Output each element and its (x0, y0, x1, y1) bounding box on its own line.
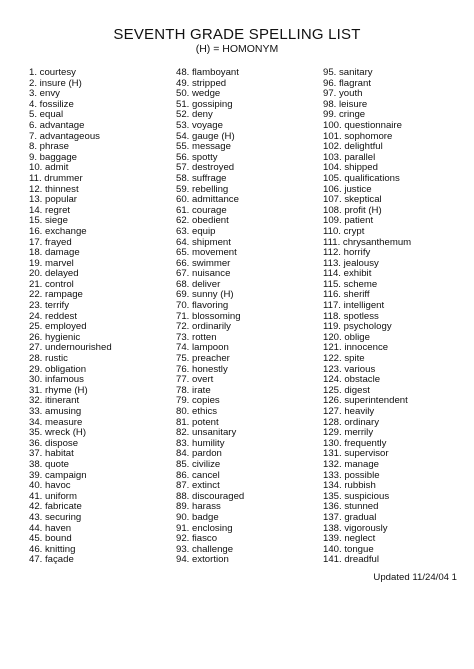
spelling-word: 112. horrify (323, 247, 371, 259)
spelling-word: 21. control (29, 278, 74, 290)
spelling-word: 7. advantageous (29, 130, 100, 142)
spelling-word: 102. delightful (323, 141, 383, 153)
spelling-word: 18. damage (29, 247, 80, 259)
spelling-word: 127. heavily (323, 406, 375, 417)
spelling-word: 120. oblige (323, 331, 370, 343)
spelling-word: 126. superintendent (323, 395, 408, 407)
spelling-word: 111. chrysanthemum (323, 236, 412, 248)
spelling-word: 79. copies (176, 395, 220, 407)
spelling-word: 75. preacher (176, 353, 230, 365)
spelling-word: 117. intelligent (323, 300, 385, 312)
spelling-word: 11. drummer (29, 172, 83, 184)
spelling-word: 76. honestly (176, 363, 228, 375)
spelling-word: 44. haven (29, 522, 72, 534)
spelling-word: 133. possible (323, 469, 380, 481)
spelling-word: 84. pardon (176, 448, 222, 460)
spelling-word: 45. bound (29, 533, 72, 545)
spelling-word: 136. stunned (323, 501, 379, 513)
spelling-word: 118. spotless (323, 310, 379, 322)
word-column-1 (29, 68, 112, 566)
homonym-legend: (H) = HOMONYM (195, 43, 279, 55)
spelling-word: 67. nuisance (176, 268, 231, 280)
spelling-word: 88. discouraged (176, 490, 245, 502)
spelling-word: 33. amusing (29, 406, 82, 417)
spelling-word: 131. supervisor (323, 448, 389, 460)
spelling-word: 20. delayed (29, 268, 79, 280)
spelling-word: 17. frayed (29, 236, 72, 248)
spelling-word: 98. leisure (323, 98, 368, 110)
spelling-word: 9. baggage (29, 151, 78, 163)
spelling-word: 95. sanitary (323, 67, 373, 78)
spelling-word: 5. equal (29, 109, 64, 121)
spelling-word: 71. blossoming (176, 310, 241, 322)
spelling-word: 28. rustic (29, 353, 68, 365)
spelling-word: 68. deliver (176, 278, 221, 290)
spelling-word: 15. siege (29, 215, 68, 227)
spelling-word: 138. vigorously (323, 522, 388, 534)
spelling-word: 52. deny (176, 109, 213, 121)
spelling-word: 103. parallel (323, 151, 376, 163)
spelling-word: 63. equip (176, 225, 216, 237)
spelling-word: 25. employed (29, 321, 87, 333)
spelling-word: 60. admittance (176, 194, 239, 206)
spelling-word: 43. securing (29, 511, 82, 523)
spelling-word: 27. undernourished (29, 342, 112, 354)
spelling-word: 35. wreck (H) (29, 427, 87, 439)
spelling-word: 128. ordinary (323, 416, 379, 428)
spelling-word: 32. itinerant (29, 395, 80, 407)
spelling-word: 31. rhyme (H) (29, 384, 88, 396)
spelling-word: 47. façade (29, 554, 74, 566)
spelling-word: 137. gradual (323, 511, 377, 523)
spelling-word: 80. ethics (176, 406, 218, 417)
spelling-word: 16. exchange (29, 225, 87, 237)
spelling-word: 113. jealousy (323, 257, 379, 269)
spelling-word: 93. challenge (176, 543, 234, 555)
spelling-word: 115. scheme (323, 278, 378, 290)
spelling-word: 6. advantage (29, 119, 85, 131)
spelling-word: 106. justice (323, 183, 372, 195)
spelling-word: 14. regret (29, 204, 71, 216)
spelling-word: 78. irate (176, 384, 211, 396)
spelling-word: 56. spotty (176, 151, 218, 163)
spelling-word: 62. obedient (176, 215, 229, 227)
spelling-word: 135. suspicious (323, 490, 390, 502)
spelling-word: 29. obligation (29, 363, 87, 375)
spelling-word: 41. uniform (29, 490, 77, 502)
spelling-word: 87. extinct (176, 480, 220, 492)
spelling-word: 130. frequently (323, 437, 387, 449)
spelling-word: 141. dreadful (323, 554, 380, 566)
word-column-3 (323, 68, 411, 566)
spelling-word: 110. crypt (323, 225, 365, 237)
spelling-word: 97. youth (323, 88, 363, 100)
spelling-word: 70. flavoring (176, 300, 229, 312)
spelling-word: 48. flamboyant (176, 67, 239, 78)
spelling-word: 101. sophomore (323, 130, 393, 142)
spelling-word: 3. envy (29, 88, 60, 100)
spelling-word: 69. sunny (H) (176, 289, 234, 301)
spelling-word: 134. rubbish (323, 480, 376, 492)
spelling-word: 92. fiasco (176, 533, 218, 545)
spelling-word: 132. manage (323, 458, 380, 470)
spelling-word: 2. insure (H) (29, 77, 82, 89)
spelling-word: 51. gossiping (176, 98, 233, 110)
spelling-word: 1. courtesy (29, 67, 76, 78)
spelling-word: 91. enclosing (176, 522, 233, 534)
spelling-word: 24. reddest (29, 310, 78, 322)
spelling-word: 49. stripped (176, 77, 227, 89)
spelling-word: 53. voyage (176, 119, 223, 131)
spelling-word: 66. swimmer (176, 257, 231, 269)
spelling-word: 123. various (323, 363, 376, 375)
spelling-word: 55. message (176, 141, 231, 153)
spelling-word: 39. campaign (29, 469, 87, 481)
spelling-word: 86. cancel (176, 469, 220, 481)
spelling-word: 72. ordinarily (176, 321, 231, 333)
spelling-word: 13. popular (29, 194, 78, 206)
spelling-word: 65. movement (176, 247, 237, 259)
spelling-word: 36. dispose (29, 437, 79, 449)
spelling-word: 42. fabricate (29, 501, 82, 513)
spelling-word: 124. obstacle (323, 374, 381, 386)
spelling-word: 26. hygienic (29, 331, 81, 343)
spelling-word: 90. badge (176, 511, 219, 523)
spelling-word: 89. harass (176, 501, 221, 513)
spelling-word: 109. patient (323, 215, 374, 227)
spelling-word: 99. cringe (323, 109, 366, 121)
spelling-word: 10. admit (29, 162, 69, 174)
spelling-word: 40. havoc (29, 480, 71, 492)
spelling-word: 12. thinnest (29, 183, 79, 195)
spelling-word: 82. unsanitary (176, 427, 237, 439)
spelling-word: 74. lampoon (176, 342, 229, 354)
spelling-word: 100. questionnaire (323, 119, 402, 131)
spelling-word: 139. neglect (323, 533, 376, 545)
spelling-word: 61. courage (176, 204, 227, 216)
page-title: SEVENTH GRADE SPELLING LIST (113, 26, 361, 43)
spelling-word: 8. phrase (29, 141, 70, 153)
spelling-word: 104. shipped (323, 162, 378, 174)
spelling-word: 94. extortion (176, 554, 229, 566)
spelling-word: 50. wedge (176, 88, 221, 100)
spelling-word: 140. tongue (323, 543, 374, 555)
word-column-2 (176, 68, 244, 566)
spelling-word: 105. qualifications (323, 172, 400, 184)
spelling-word: 121. innocence (323, 342, 389, 354)
spelling-word: 58. suffrage (176, 172, 227, 184)
spelling-word: 96. flagrant (323, 77, 372, 89)
spelling-word: 59. rebelling (176, 183, 229, 195)
spelling-word: 125. digest (323, 384, 370, 396)
spelling-word: 46. knitting (29, 543, 76, 555)
spelling-word: 22. rampage (29, 289, 83, 301)
spelling-word: 54. gauge (H) (176, 130, 235, 142)
updated-footer: Updated 11/24/04 1 (373, 572, 457, 583)
spelling-word: 119. psychology (323, 321, 392, 333)
spelling-word: 107. skeptical (323, 194, 382, 206)
spelling-word: 85. civilize (176, 458, 221, 470)
spelling-word: 34. measure (29, 416, 83, 428)
spelling-word: 23. terrify (29, 300, 69, 312)
spelling-word: 4. fossilize (29, 98, 74, 110)
spelling-word: 37. habitat (29, 448, 74, 460)
spelling-word: 77. overt (176, 374, 214, 386)
spelling-word: 83. humility (176, 437, 225, 449)
spelling-word: 38. quote (29, 458, 70, 470)
spelling-word: 108. profit (H) (323, 204, 382, 216)
spelling-word: 116. sheriff (323, 289, 370, 301)
spelling-word: 122. spite (323, 353, 365, 365)
spelling-word: 57. destroyed (176, 162, 235, 174)
spelling-word: 129. merrily (323, 427, 374, 439)
spelling-word: 64. shipment (176, 236, 231, 248)
spelling-word: 73. rotten (176, 331, 217, 343)
spelling-word: 30. infamous (29, 374, 84, 386)
spelling-word: 81. potent (176, 416, 219, 428)
spelling-word: 19. marvel (29, 257, 74, 269)
spelling-word: 114. exhibit (323, 268, 372, 280)
